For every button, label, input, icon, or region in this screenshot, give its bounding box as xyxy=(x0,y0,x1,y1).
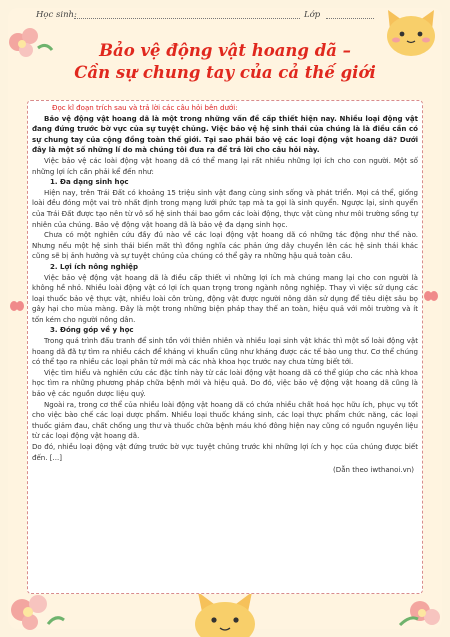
section-paragraph: Trong quá trình đấu tranh để sinh tồn với thiên nhiên và nhiều loại sinh vật khác thì một số loài động vật hoang dã đã tự tìm ra nhiều cách để kháng vi khuẩn cũng như kháng được các tế bào ung thư. Cơ thể chúng có thể tạo ra nhiều các loại phân tử mới mà các nhà khoa học trước nay chưa từng biết tới. xyxy=(32,336,418,367)
student-info-line xyxy=(36,10,366,26)
section-paragraph: Hiện nay, trên Trái Đất có khoảng 15 triệu sinh vật đang cùng sinh sống và phát triển. Mọi cá thể, giống loài đều đóng một vai trò nhất định trong mạng lưới phức tạp mà ta gọi là sinh quyển. Ngược lại, sinh quyển của Trái Đất được tạo nên từ vô số hệ sinh thái bao gồm các loài động, thực vật cùng như môi trường sống tự nhiên của chúng. Bảo vệ động vật hoang dã là bảo vệ đa dạng sinh học. xyxy=(32,187,418,229)
section-paragraph: Việc bảo vệ động vật hoang dã là điều cấp thiết vì những lợi ích mà chúng mang lại cho con người là không hề nhỏ. Nhiều loài động vật có lợi ích quan trọng trong ngành nông nghiệp. Thay vì việc sử dụng các loại thuốc bảo vệ thực vật, nhiều loài côn trùng, động vật được người nông dân sử dụng để tiêu diệt sâu bọ gây hại cho mùa màng. Đây là một trong những biện pháp thay thế an toàn, hiệu quả với môi trường và ít tốn kém cho người nông dân. xyxy=(32,272,418,324)
cat-mascot-bottom-center xyxy=(180,590,270,637)
instruction: Đọc kĩ đoạn trích sau và trả lời các câu hỏi bên dưới: xyxy=(52,103,238,112)
student-name-field[interactable] xyxy=(74,18,300,19)
class-field[interactable] xyxy=(326,18,374,19)
butterfly-icon xyxy=(424,290,438,302)
student-label: Học sinh: xyxy=(36,10,77,20)
title-line-2: Cần sự chung tay của cả thế giới xyxy=(74,63,376,82)
title-line-1: Bảo vệ động vật hoang dã – xyxy=(99,41,351,60)
section-paragraph: Việc tìm hiểu và nghiên cứu các đặc tính này từ các loài động vật hoang dã có thể giúp cho các nhà khoa học tìm ra những phương pháp chữa bệnh mới và hiệu quả. Do đó, việc bảo vệ động vật hoang dã cũng là bảo vệ các nguồn dược liệu quý. xyxy=(32,367,418,399)
butterfly-icon xyxy=(10,300,24,312)
section-heading: 3. Đóng góp về y học xyxy=(50,325,134,335)
intro-bold: Bảo vệ động vật hoang dã là một trong những vấn đề cấp thiết hiện nay. Nhiều loại động vật đang đứng trước bờ vực của sự tuyệt chủng. Việc bảo vệ hệ sinh thái của chúng là là điều cần có sự chung tay của cộng đồng toàn thế giới. Tại sao phải bảo vệ các loại động vật hoang dã? Dưới đây là một số những lí do mà chúng tôi đưa ra để trả lời cho câu hỏi này. xyxy=(32,113,418,155)
section-heading: 2. Lợi ích nông nghiệp xyxy=(50,261,138,271)
intro-plain: Việc bảo vệ các loài động vật hoang dã có thể mang lại rất nhiều những lợi ích cho con người. Một số những lợi ích cần phải kể đến như: xyxy=(32,155,418,176)
section-paragraph: Chưa có một nghiên cứu đầy đủ nào về các loại động vật hoang dã có những tác động như thế nào. Nhưng nếu một hệ sinh thái biến mất thì đồng nghĩa các phản ứng dây chuyền lên các hệ sinh thái khác cũng sẽ bị ảnh hưởng và sự tuyệt chủng của chúng có thể gây ra những hậu quả toàn cầu. xyxy=(32,230,418,261)
section-heading: 1. Đa dạng sinh học xyxy=(50,177,129,187)
section-paragraph: Ngoài ra, trong cơ thể của nhiều loài động vật hoang dã có chứa nhiều chất hoá học hữu ích, phục vụ tốt cho việc bào chế các loại dược phẩm. Nhiều loại thuốc kháng sinh, các loại thực phẩm chức năng, các loại thuốc giảm đau, chất chống ung thư và thuốc chữa bệnh máu khó đông hiện nay cũng có nguồn nguyên liệu từ các loại động vật hoang dã. xyxy=(32,399,418,441)
source-citation: (Dẫn theo iwthanoi.vn) xyxy=(333,465,414,475)
section-paragraph: Do đó, nhiều loại động vật đứng trước bờ vực tuyệt chủng trước khi những lợi ích y học của chúng được biết đến. [...] xyxy=(32,442,418,462)
page-title xyxy=(40,40,410,84)
class-label: Lớp xyxy=(304,10,321,20)
reading-passage xyxy=(32,103,418,476)
